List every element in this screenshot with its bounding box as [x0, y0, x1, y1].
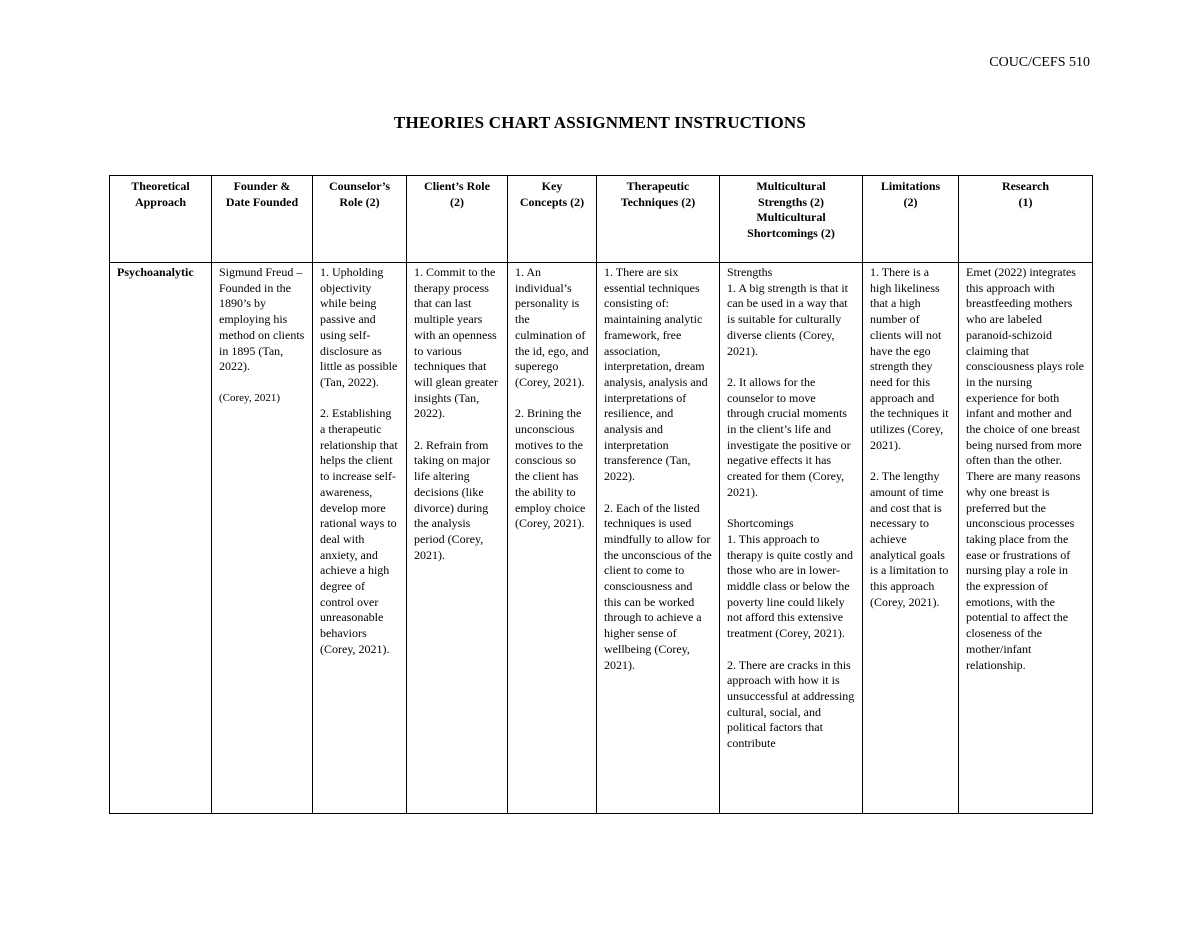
header-row [110, 176, 1093, 263]
col-theoretical-approach: Theoretical Approach [110, 176, 212, 263]
course-code: COUC/CEFS 510 [989, 55, 1090, 70]
cell-approach [110, 263, 212, 814]
col-founder: Founder & Date Founded [212, 176, 313, 263]
cell-counselor-role: 1. Upholding objectivity while being passive and using self-disclosure as little as possible (Tan, 2022). 2. Establishing a therapeutic relationship that helps the client to increase self-awareness, develop more rational ways to deal with anxiety, and achieve a high degree of control over unreasonable behaviors (Corey, 2021). [313, 263, 407, 814]
cell-limitations: 1. There is a high likeliness that a high number of clients will not have the ego strength they need for this approach and the techniques it utilizes (Corey, 2021). 2. The lengthy amount of time and cost that is necessary to achieve analytical goals is a limitation to this approach (Corey, 2021). [863, 263, 959, 814]
cell-multicultural: Strengths 1. A big strength is that it can be used in a way that is suitable for culturally diverse clients (Corey, 2021). 2. It allows for the counselor to move through crucial moments in the client’s life and investigate the positive or negative effects it has created for them (Corey, 2021). Shortcomings 1. This approach to therapy is quite costly and those who are in lower-middle class or below the poverty line could likely not afford this extensive treatment (Corey, 2021). 2. There are cracks in this approach with how it is unsuccessful at addressing cultural, social, and political factors that contribute [720, 263, 863, 814]
col-client-role: Client’s Role (2) [407, 176, 508, 263]
cell-research: Emet (2022) integrates this approach with breastfeeding mothers who are labeled paranoid-schizoid claiming that consciousness plays role in the nursing experience for both infant and mother and the choice of one breast being nursed from more often than the other. There are many reasons why one breast is preferred but the unconscious processes taking place from the ease or frustrations of nursing play a role in the expression of emotions, with the potential to affect the closeness of the mother/infant relationship. [959, 263, 1093, 814]
col-key-concepts: Key Concepts (2) [508, 176, 597, 263]
col-counselor-role: Counselor’s Role (2) [313, 176, 407, 263]
table-row [110, 263, 1093, 814]
page-title: THEORIES CHART ASSIGNMENT INSTRUCTIONS [393, 113, 807, 132]
cell-client-role: 1. Commit to the therapy process that can last multiple years with an openness to various techniques that will glean greater insights (Tan, 2022). 2. Refrain from taking on major life altering decisions (like divorce) during the analysis period (Corey, 2021). [407, 263, 508, 814]
col-limitations: Limitations (2) [863, 176, 959, 263]
theories-chart-table [109, 175, 1093, 814]
approach-name: Psychoanalytic [117, 265, 194, 279]
cell-techniques: 1. There are six essential techniques consisting of: maintaining analytic framework, free association, interpretation, dream analysis, analysis and interpretations of resilience, and analysis and interpretation transference (Tan, 2022). 2. Each of the listed techniques is used mindfully to allow for the unconscious of the client to come to consciousness and this can be worked through to achieve a higher sense of wellbeing (Corey, 2021). [597, 263, 720, 814]
col-therapeutic-techniques: Therapeutic Techniques (2) [597, 176, 720, 263]
cell-key-concepts: 1. An individual’s personality is the culmination of the id, ego, and superego (Corey, 2021). 2. Brining the unconscious motives to the conscious so the client has the ability to employ choice (Corey, 2021). [508, 263, 597, 814]
strengths-label: Strengths [727, 265, 773, 279]
shortcomings-label: Shortcomings [727, 516, 794, 531]
cell-founder: Sigmund Freud – Founded in the 1890’s by employing his method on clients in 1895 (Tan, 2022). (Corey, 2021) [212, 263, 313, 814]
col-multicultural: Multicultural Strengths (2) Multicultural Shortcomings (2) [720, 176, 863, 263]
col-research: Research (1) [959, 176, 1093, 263]
